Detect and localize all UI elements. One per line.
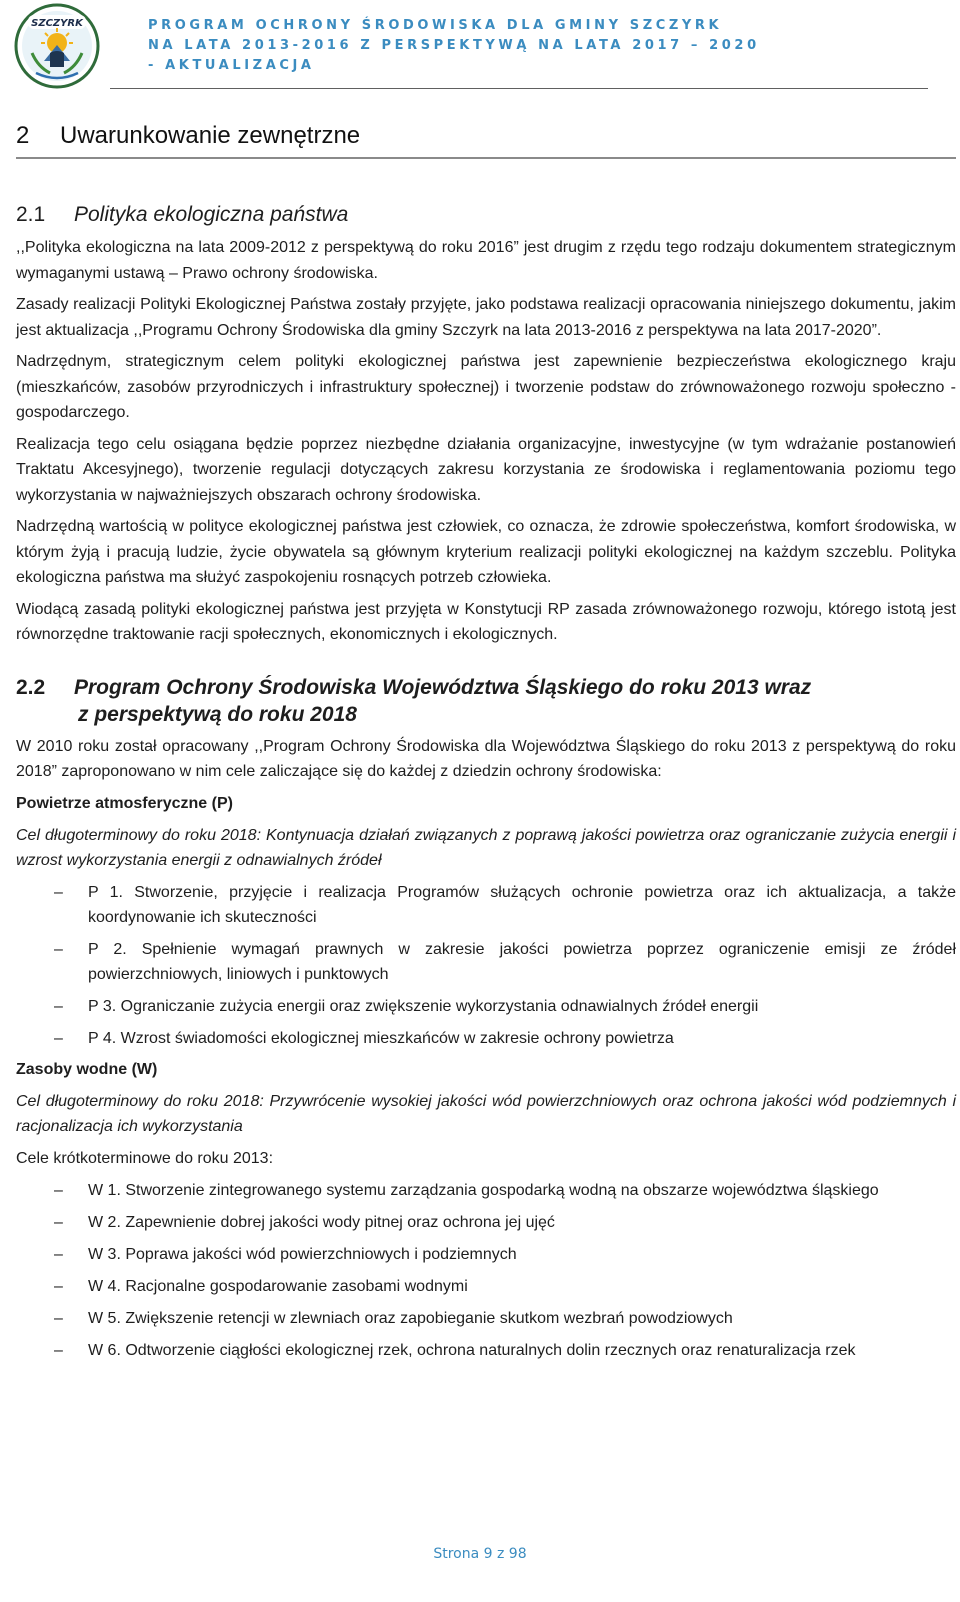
list-item-text: P 1. Stworzenie, przyjęcie i realizacja Programów służących ochronie powietrza oraz ich aktualizacja, a także koordynowanie ich skuteczności: [88, 883, 956, 926]
page-header: [0, 0, 960, 92]
list-item: [16, 1242, 956, 1267]
list-item-text: W 6. Odtworzenie ciągłości ekologicznej rzek, ochrona naturalnych dolin rzecznych oraz renaturalizacja rzek: [88, 1341, 856, 1359]
paragraph: Nadrzędną wartością w polityce ekologicznej państwa jest człowiek, co oznacza, że zdrowie społeczeństwa, komfort środowiska, w którym żyją i pracują ludzie, życie obywatela są głównym kryterium realizacji polityki ekologicznej na każdym szczeblu. Polityka ekologiczna państwa ma służyć zaspokojeniu rosnących potrzeb człowieka.: [16, 518, 956, 586]
list-item: [16, 994, 956, 1019]
list-item-text: P 2. Spełnienie wymagań prawnych w zakresie jakości powietrza poprzez ograniczenie emisji ze źródeł powierzchniowych, liniowych i punktowych: [88, 940, 956, 983]
szczyrk-logo: [14, 3, 100, 89]
logo-lettering: SZCZYRK: [31, 18, 83, 29]
list-item-text: W 5. Zwiększenie retencji w zlewniach oraz zapobieganie skutkom wezbrań powodziowych: [88, 1309, 733, 1327]
list-item-text: W 3. Poprawa jakości wód powierzchniowych i podziemnych: [88, 1245, 517, 1263]
paragraph: Nadrzędnym, strategicznym celem polityki ekologicznej państwa jest zapewnienie bezpieczeństwa ekologicznego kraju (mieszkańców, zasobów przyrodniczych i infrastruktury społecznej) i tworzenie podstaw do zrównoważonego rozwoju społeczno - gospodarczego.: [16, 353, 956, 421]
list-item-text: W 1. Stworzenie zintegrowanego systemu zarządzania gospodarką wodną na obszarze województwa śląskiego: [88, 1181, 879, 1199]
header-divider: [110, 88, 928, 89]
header-line-3: - AKTUALIZACJA: [148, 58, 315, 73]
section-title: Polityka ekologiczna państwa: [74, 203, 349, 226]
list-item: [16, 1210, 956, 1235]
dash-marker: –: [54, 1341, 63, 1359]
list-item-text: W 2. Zapewnienie dobrej jakości wody pitnej oraz ochrona jej ujęć: [88, 1213, 555, 1231]
paragraph: Zasady realizacji Polityki Ekologicznej Państwa zostały przyjęte, jako podstawa realizacji opracowania niniejszego dokumentu, jakim jest aktualizacja ,,Programu Ochrony Środowiska dla gminy Szczyrk na lata 2013-2016 z perspektywa na lata 2017-2020”.: [16, 296, 956, 339]
dash-marker: –: [54, 1277, 63, 1295]
air-long-term-goal: Cel długoterminowy do roku 2018: Kontynuacja działań związanych z poprawą jakości powietrza oraz ograniczanie zużycia energii i wzrost wykorzystania energii z odnawialnych źródeł: [16, 826, 956, 869]
paragraph: Wiodącą zasadą polityki ekologicznej państwa jest przyjęta w Konstytucji RP zasada zrównoważonego rozwoju, którego istotą jest równorzędne traktowanie racji społecznych, ekonomicznych i ekologicznych.: [16, 600, 956, 643]
water-heading: Zasoby wodne (W): [16, 1060, 158, 1078]
section-heading-2-2: [16, 674, 956, 728]
section-title-line-2: z perspektywą do roku 2018: [78, 702, 357, 726]
paragraph: Realizacja tego celu osiągana będzie poprzez niezbędne działania organizacyjne, inwestycyjne (w tym wdrażanie postanowień Traktatu Akcesyjnego), tworzenie regulacji dotyczących zakresu korzystania ze środowiska i reglamentowania poziomu tego wykorzystania w najważniejszych obszarach ochrony środowiska.: [16, 435, 956, 504]
section-heading-2-1: [16, 201, 956, 228]
section-number: 2.1: [16, 203, 46, 226]
list-item: [16, 1338, 956, 1363]
air-heading: Powietrze atmosferyczne (P): [16, 794, 233, 812]
list-item: [16, 1306, 956, 1331]
dash-marker: –: [54, 997, 63, 1015]
dash-marker: –: [54, 940, 63, 958]
water-goals-list: [16, 1178, 956, 1363]
air-goals-list: [16, 880, 956, 1051]
header-line-1: PROGRAM OCHRONY ŚRODOWISKA DLA GMINY SZCZYRK: [148, 18, 723, 33]
list-item: [16, 1026, 956, 1051]
dash-marker: –: [54, 1309, 63, 1327]
water-short-term-label: Cele krótkoterminowe do roku 2013:: [16, 1149, 274, 1167]
paragraph: ,,Polityka ekologiczna na lata 2009-2012 z perspektywą do roku 2016” jest drugim z rzędu tego rodzaju dokumentem strategicznym wymaganymi ustawą – Prawo ochrony środowiska.: [16, 239, 956, 282]
list-item: [16, 1178, 956, 1203]
list-item-text: P 4. Wzrost świadomości ekologicznej mieszkańców w zakresie ochrony powietrza: [88, 1029, 674, 1047]
dash-marker: –: [54, 883, 63, 901]
chapter-number: 2: [16, 122, 30, 149]
section-title-line-1: Program Ochrony Środowiska Województwa Śląskiego do roku 2013 wraz: [74, 675, 812, 699]
chapter-title: Uwarunkowanie zewnętrzne: [60, 122, 361, 149]
dash-marker: –: [54, 1213, 63, 1231]
water-long-term-goal: Cel długoterminowy do roku 2018: Przywrócenie wysokiej jakości wód powierzchniowych oraz ochrona jakości wód podziemnych i racjonalizacja ich wykorzystania: [16, 1092, 956, 1135]
list-item-text: P 3. Ograniczanie zużycia energii oraz zwiększenie wykorzystania odnawialnych źródeł energii: [88, 997, 759, 1015]
list-item: [16, 1274, 956, 1299]
list-item-text: W 4. Racjonalne gospodarowanie zasobami wodnymi: [88, 1277, 468, 1295]
list-item: [16, 937, 956, 987]
dash-marker: –: [54, 1181, 63, 1199]
document-header-title: [148, 16, 760, 76]
list-item: [16, 880, 956, 930]
dash-marker: –: [54, 1029, 63, 1047]
page-number: Strona 9 z 98: [433, 1546, 527, 1562]
section-2-1-body: [16, 235, 956, 648]
section-number: 2.2: [16, 675, 46, 699]
dash-marker: –: [54, 1245, 63, 1263]
header-line-2: NA LATA 2013-2016 Z PERSPEKTYWĄ NA LATA 2017 – 2020: [148, 38, 760, 53]
chapter-heading: [16, 112, 956, 159]
document-body: [16, 112, 956, 1363]
section-2-2-intro: W 2010 roku został opracowany ,,Program Ochrony Środowiska dla Województwa Śląskiego do roku 2013 z perspektywą do roku 2018” zaproponowano w nim cele zaliczające się do każdej z dziedzin ochrony środowiska:: [16, 737, 956, 780]
